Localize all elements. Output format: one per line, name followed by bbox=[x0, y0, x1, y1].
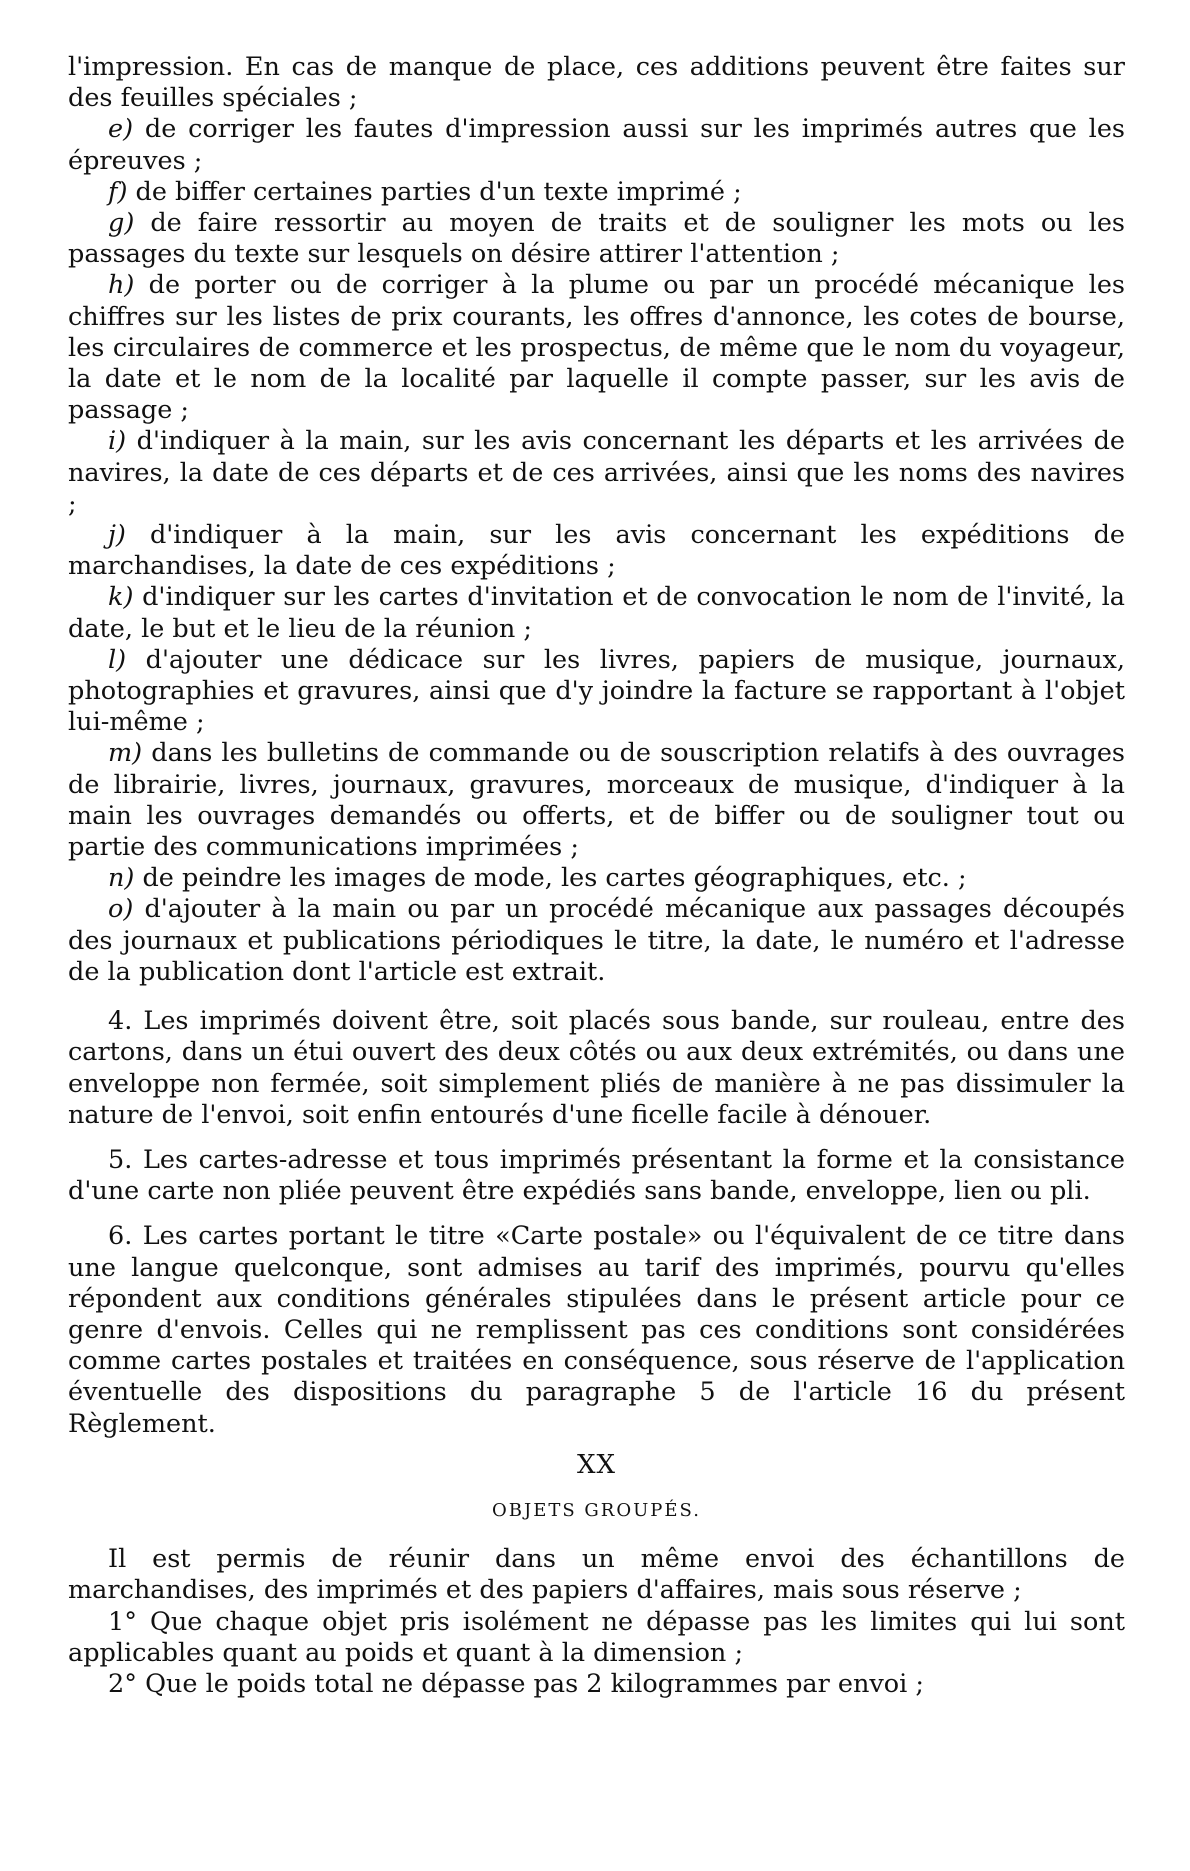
list-item bbox=[68, 208, 1125, 270]
list-item bbox=[68, 582, 1125, 644]
item-text: d'ajouter à la main ou par un procédé mécanique aux passages découpés des journaux et publications périodiques le titre, la date, le numéro et l'adresse de la publication dont l'article est extrait. bbox=[68, 894, 1125, 987]
item-letter: f) bbox=[108, 176, 128, 207]
list-item bbox=[68, 738, 1125, 863]
paragraph-6: 6. Les cartes portant le titre «Carte postale» ou l'équivalent de ce titre dans une langue quelconque, sont admises au tarif des imprimés, pourvu qu'elles répondent aux conditions générales stipulées dans le présent article pour ce genre d'envois. Celles qui ne remplissent pas ces conditions sont considérées comme cartes postales et traitées en conséquence, sous réserve de l'application éventuelle des dispositions du paragraphe 5 de l'article 16 du présent Règlement. bbox=[68, 1221, 1125, 1439]
section-number: XX bbox=[576, 1449, 617, 1480]
list-item bbox=[68, 114, 1125, 176]
item-letter: k) bbox=[108, 582, 134, 613]
section-intro: Il est permis de réunir dans un même envoi des échantillons de marchandises, des imprimés et des papiers d'affaires, mais sous réserve ; bbox=[68, 1544, 1125, 1606]
condition-2: 2° Que le poids total ne dépasse pas 2 kilogrammes par envoi ; bbox=[108, 1668, 925, 1699]
item-letter: i) bbox=[108, 426, 127, 457]
continued-text: l'impression. En cas de manque de place, ces additions peuvent être faites sur des feuilles spéciales ; bbox=[68, 52, 1125, 114]
list-item bbox=[68, 520, 1125, 582]
item-text: d'indiquer à la main, sur les avis concernant les expéditions de marchandises, la date de ces expéditions ; bbox=[68, 520, 1126, 582]
list-item bbox=[68, 270, 1125, 426]
item-letter: l) bbox=[108, 644, 127, 675]
item-text: d'indiquer à la main, sur les avis concernant les départs et les arrivées de navires, la date de ces départs et de ces arrivées, ainsi que les noms des navires ; bbox=[68, 426, 1126, 519]
item-letter: j) bbox=[108, 520, 126, 551]
item-letter: e) bbox=[108, 114, 134, 145]
item-text: d'indiquer sur les cartes d'invitation et de convocation le nom de l'invité, la date, le but et le lieu de la réunion ; bbox=[68, 582, 1126, 644]
list-item bbox=[68, 863, 1125, 894]
section-title: OBJETS GROUPÉS. bbox=[492, 1499, 701, 1521]
condition-1: 1° Que chaque objet pris isolément ne dépasse pas les limites qui lui sont applicables quant au poids et quant à la dimension ; bbox=[68, 1606, 1125, 1668]
item-letter: n) bbox=[108, 863, 135, 894]
list-item bbox=[68, 177, 1125, 208]
paragraph-4: 4. Les imprimés doivent être, soit placés sous bande, sur rouleau, entre des cartons, dans un étui ouvert des deux côtés ou aux deux extrémités, ou dans une enveloppe non fermée, soit simplement pliés de manière à ne pas dissimuler la nature de l'envoi, soit enfin entourés d'une ficelle facile à dénouer. bbox=[68, 1006, 1125, 1130]
list-item bbox=[68, 426, 1125, 520]
item-text: dans les bulletins de commande ou de souscription relatifs à des ouvrages de librairie, livres, journaux, gravures, morceaux de musique, d'indiquer à la main les ouvrages demandés ou offerts, et de biffer ou de souligner tout ou partie des communications imprimées ; bbox=[68, 738, 1126, 863]
item-text: d'ajouter une dédicace sur les livres, papiers de musique, journaux, photographies et gravures, ainsi que d'y joindre la facture se rapportant à l'objet lui-même ; bbox=[68, 644, 1125, 738]
item-text: de biffer certaines parties d'un texte imprimé ; bbox=[135, 176, 742, 207]
item-text: de corriger les fautes d'impression aussi sur les imprimés autres que les épreuves ; bbox=[68, 114, 1125, 176]
list-item bbox=[68, 894, 1125, 988]
item-list bbox=[68, 114, 1125, 988]
item-text: de porter ou de corriger à la plume ou par un procédé mécanique les chiffres sur les listes de prix courants, les offres d'annonce, les cotes de bourse, les circulaires de commerce et les prospectus, de même que le nom du voyageur, la date et le nom de la localité par laquelle il compte passer, sur les avis de passage ; bbox=[68, 270, 1126, 426]
list-item bbox=[68, 645, 1125, 739]
paragraph-5: 5. Les cartes-adresse et tous imprimés présentant la forme et la consistance d'une carte non pliée peuvent être expédiés sans bande, enveloppe, lien ou pli. bbox=[68, 1144, 1125, 1207]
item-letter: m) bbox=[108, 738, 143, 769]
item-letter: o) bbox=[108, 894, 134, 925]
item-text: de faire ressortir au moyen de traits et de souligner les mots ou les passages du texte sur lesquels on désire attirer l'attention ; bbox=[68, 208, 1125, 270]
item-text: de peindre les images de mode, les cartes géographiques, etc. ; bbox=[142, 863, 967, 894]
item-letter: h) bbox=[108, 270, 135, 301]
item-letter: g) bbox=[108, 208, 135, 239]
